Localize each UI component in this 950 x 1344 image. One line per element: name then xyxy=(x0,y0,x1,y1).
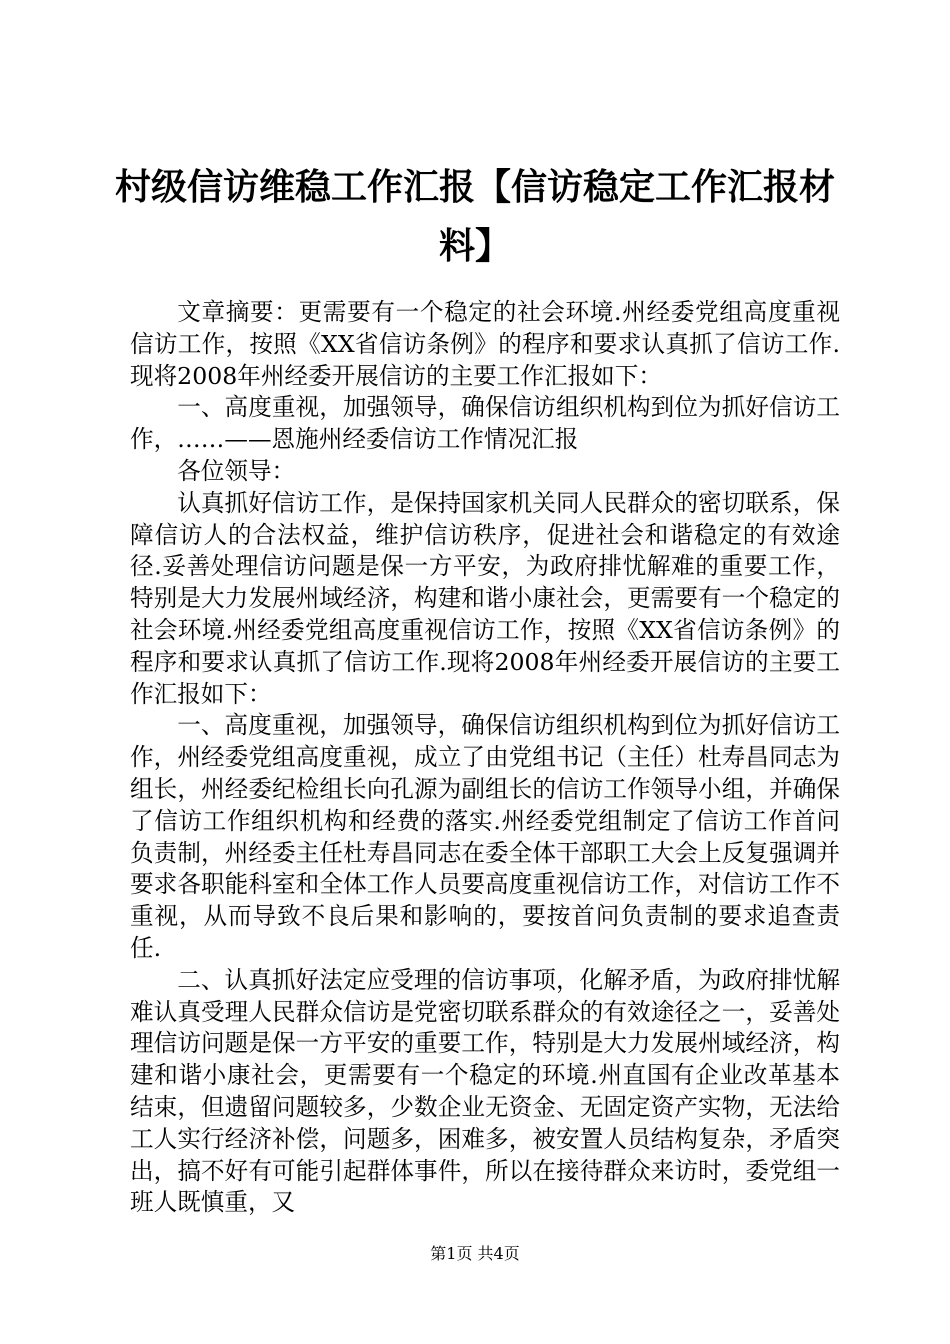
document-title: 村级信访维稳工作汇报【信访稳定工作汇报材料】 xyxy=(114,166,835,267)
paragraph-intro: 认真抓好信访工作，是保持国家机关同人民群众的密切联系，保障信访人的合法权益，维护信访秩序，促进社会和谐稳定的有效途径.妥善处理信访问题是保一方平安，为政府排忧解难的重要工作，特别是大力发展州域经济，构建和谐小康社会，更需要有一个稳定的社会环境.州经委党组高度重视信访工作，按照《XX省信访条例》的程序和要求认真抓了信访工作.现将2008年州经委开展信访的主要工作汇报如下： xyxy=(130,488,840,708)
paragraph-abstract-point: 一、高度重视，加强领导，确保信访组织机构到位为抓好信访工作，……——恩施州经委信访工作情况汇报 xyxy=(130,393,840,454)
document-body xyxy=(130,297,840,1219)
paragraph-abstract: 文章摘要：更需要有一个稳定的社会环境.州经委党组高度重视信访工作，按照《XX省信访条例》的程序和要求认真抓了信访工作.现将2008年州经委开展信访的主要工作汇报如下： xyxy=(130,298,840,390)
paragraph-section-2: 二、认真抓好法定应受理的信访事项，化解矛盾，为政府排忧解难认真受理人民群众信访是党密切联系群众的有效途径之一，妥善处理信访问题是保一方平安的重要工作，特别是大力发展州域经济，构建和谐小康社会，更需要有一个稳定的环境.州直国有企业改革基本结束，但遗留问题较多，少数企业无资金、无固定资产实物，无法给工人实行经济补偿，问题多，困难多，被安置人员结构复杂，矛盾突出，搞不好有可能引起群体事件，所以在接待群众来访时，委党组一班人既慎重，又 xyxy=(130,965,840,1217)
paragraph-section-1: 一、高度重视，加强领导，确保信访组织机构到位为抓好信访工作，州经委党组高度重视，成立了由党组书记（主任）杜寿昌同志为组长，州经委纪检组长向孔源为副组长的信访工作领导小组，并确保了信访工作组织机构和经费的落实.州经委党组制定了信访工作首问负责制，州经委主任杜寿昌同志在委全体干部职工大会上反复强调并要求各职能科室和全体工作人员要高度重视信访工作，对信访工作不重视，从而导致不良后果和影响的，要按首问负责制的要求追查责任. xyxy=(130,711,840,962)
page-footer: 第1页 共4页 xyxy=(430,1244,520,1263)
paragraph-salutation: 各位领导： xyxy=(177,456,296,485)
